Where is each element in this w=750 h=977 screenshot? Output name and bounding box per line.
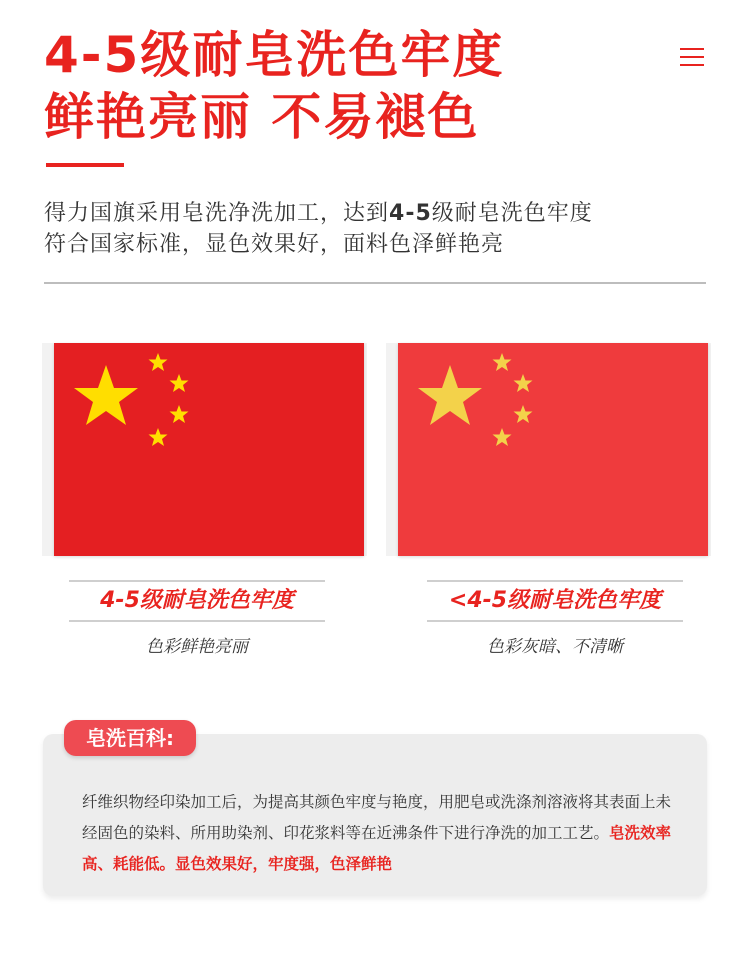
flag-faded [398, 343, 708, 556]
faded-flag-photo [386, 343, 711, 556]
label-rule [427, 620, 683, 622]
star-icon [170, 405, 189, 423]
vivid-flag-photo [42, 343, 367, 556]
section-divider [44, 282, 706, 284]
page-title-line-1: 4-5级耐皂洗色牢度 [44, 26, 505, 84]
flag-vivid [54, 343, 364, 556]
star-icon [514, 374, 533, 392]
info-badge: 皂洗百科: [64, 720, 196, 756]
title-underline [46, 163, 124, 167]
star-icon [493, 353, 512, 371]
bottom-spacer [0, 964, 750, 977]
star-icon [514, 405, 533, 423]
vivid-label [69, 580, 325, 658]
faded-label [427, 580, 683, 658]
faded-caption: 色彩灰暗、不清晰 [487, 637, 623, 657]
menu-button[interactable] [680, 44, 706, 70]
star-icon [74, 365, 138, 425]
star-icon [493, 428, 512, 446]
faded-heading: <4-5级耐皂洗色牢度 [448, 588, 662, 613]
star-icon [170, 374, 189, 392]
star-icon [149, 353, 168, 371]
intro-line-1: 得力国旗采用皂洗净洗加工，达到4-5级耐皂洗色牢度 [44, 201, 593, 226]
star-icon [418, 365, 482, 425]
intro-text [44, 198, 724, 260]
star-icon [149, 428, 168, 446]
vivid-heading: 4-5级耐皂洗色牢度 [100, 588, 294, 613]
intro-line-2: 符合国家标准，显色效果好，面料色泽鲜艳亮 [44, 232, 505, 257]
vivid-caption: 色彩鲜艳亮丽 [146, 637, 248, 657]
label-rule [69, 620, 325, 622]
page-title-line-2: 鲜艳亮丽 不易褪色 [44, 88, 480, 146]
info-card-text: 纤维织物经印染加工后，为提高其颜色牢度与艳度，用肥皂或洗涤剂溶液将其表面上未经固色的染料、所用助染剂、印花浆料等在近沸条件下进行净洗的加工工艺。皂洗效率高、耗能低。显色效果好，牢度强，色泽鲜艳 [82, 793, 672, 873]
